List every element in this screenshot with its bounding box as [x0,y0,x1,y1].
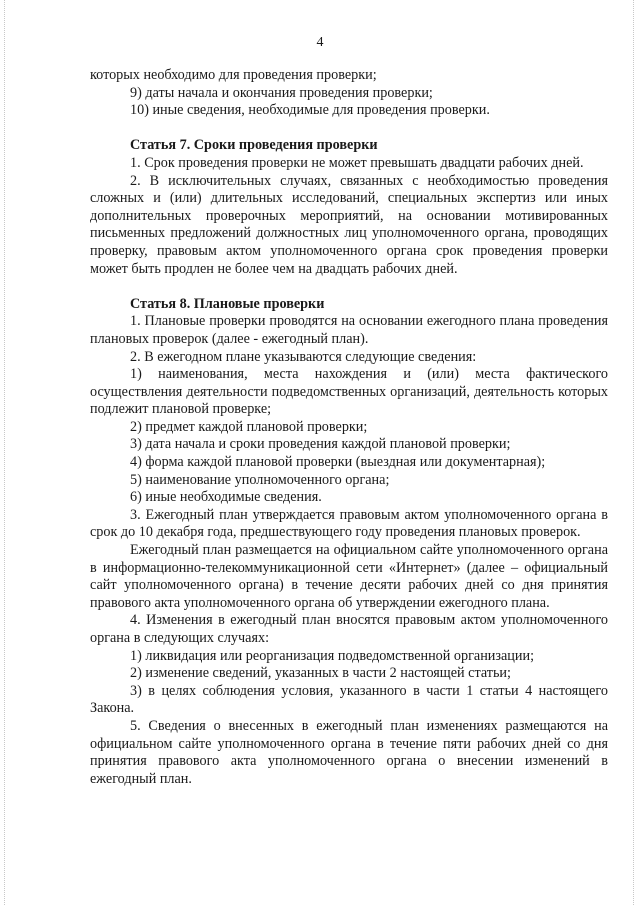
page-number: 4 [316,35,324,50]
list-item: 3) дата начала и сроки проведения каждой плановой проверки; [130,436,511,453]
list-item: 2) изменение сведений, указанных в части 2 настоящей статьи; [130,665,511,682]
paragraph: 2. В ежегодном плане указываются следующие сведения: [130,348,477,365]
list-item: 2) предмет каждой плановой проверки; [130,418,368,435]
paragraph: 3. Ежегодный план утверждается правовым актом уполномоченного органа в срок до 10 декабря года, предшествующего году проведения плановых проверок. [90,506,608,541]
article-8-title: Статья 8. Плановые проверки [130,295,325,312]
paragraph: 4. Изменения в ежегодный план вносятся правовым актом уполномоченного органа в следующих случаях: [90,612,608,646]
list-item: 6) иные необходимые сведения. [130,489,322,506]
paragraph: которых необходимо для проведения проверки; [90,67,377,83]
paragraph: 2. В исключительных случаях, связанных с необходимостью проведения сложных и (или) длительных исследований, специальных экспертиз или иных дополнительных проверочных мероприятий, на основании мотивированных письменных предложений должностных лиц уполномоченного органа, проводящих проверку, правовым актом уполномоченного органа срок проведения проверки может быть продлен не более чем на двадцать рабочих дней. [90,172,608,277]
list-item: 1) наименования, места нахождения и (или) места фактического осуществления деятельности подведомственных организаций, деятельность которых подлежит плановой проверке; [90,366,608,418]
paragraph: 1. Срок проведения проверки не может превышать двадцати рабочих дней. [130,154,584,171]
list-item: 9) даты начала и окончания проведения проверки; [130,84,433,101]
list-item: 5) наименование уполномоченного органа; [130,471,390,488]
list-item: 3) в целях соблюдения условия, указанного в части 1 статьи 4 настоящего Закона. [90,682,608,717]
article-7-title: Статья 7. Сроки проведения проверки [130,137,378,154]
list-item: 4) форма каждой плановой проверки (выездная или документарная); [130,454,546,471]
scan-left-edge [4,0,6,905]
paragraph: Ежегодный план размещается на официальном сайте уполномоченного органа в информационно-телекоммуникационной сети «Интернет» (далее – официальный сайт уполномоченного органа) в течение десяти рабочих дней со дня принятия правового акта уполномоченного органа об утверждении ежегодного плана. [90,542,608,611]
paragraph: 5. Сведения о внесенных в ежегодный план изменениях размещаются на официальном сайте уполномоченного органа в течение пяти рабочих дней со дня принятия правового акта уполномоченного органа о внесении изменений в ежегодный план. [90,717,608,787]
paragraph: 1. Плановые проверки проводятся на основании ежегодного плана проведения плановых проверок (далее - ежегодный план). [90,313,608,347]
list-item: 10) иные сведения, необходимые для проведения проверки. [130,102,490,119]
scan-right-edge [633,0,635,905]
document-body [90,67,608,788]
list-item: 1) ликвидация или реорганизация подведомственной организации; [130,647,535,664]
